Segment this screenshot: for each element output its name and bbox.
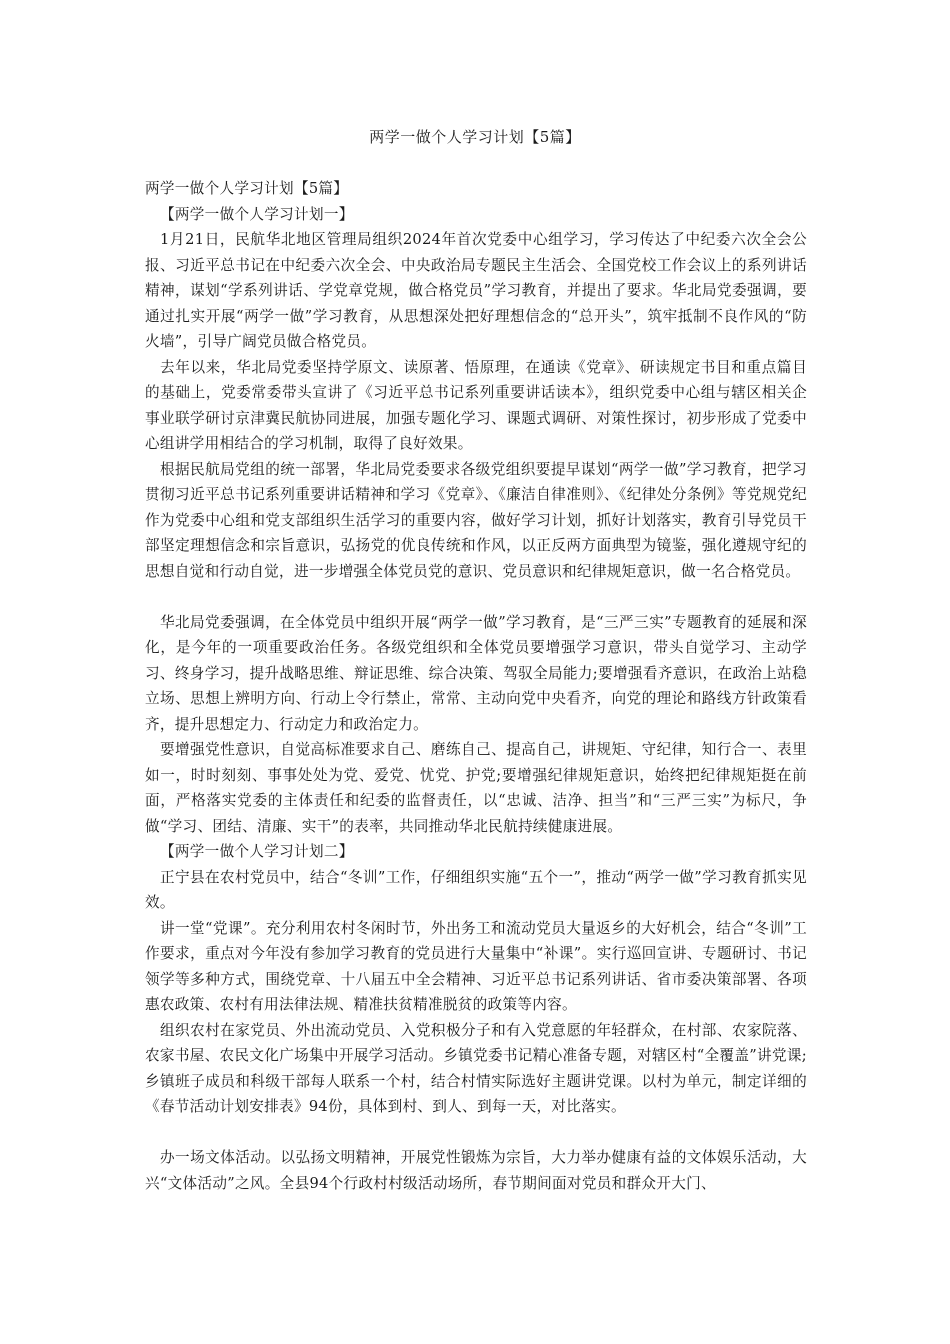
paragraph: 去年以来，华北局党委坚持学原文、读原著、悟原理，在通读《党章》、研读规定书目和重点篇目的基础上，党委常委带头宣讲了《习近平总书记系列重要讲话读本》，组织党委中心组与辖区相关企事业联学研讨京津冀民航协同进展，加强专题化学习、课题式调研、对策性探讨，初步形成了党委中心组讲学用相结合的学习机制，取得了良好效果。: [145, 358, 807, 452]
paragraph: 办一场文体活动。以弘扬文明精神，开展党性锻炼为宗旨，大力举办健康有益的文体娱乐活动，大兴“文体活动”之风。全县94个行政村村级活动场所，春节期间面对党员和群众开大门、: [145, 1149, 807, 1192]
document-title: 两学一做个人学习计划【5篇】: [369, 128, 581, 146]
paragraph: 根据民航局党组的统一部署，华北局党委要求各级党组织要提早谋划“两学一做”学习教育，把学习贯彻习近平总书记系列重要讲话精神和学习《党章》、《廉洁自律准则》、《纪律处分条例》等党规党纪作为党委中心组和党支部组织生活学习的重要内容，做好学习计划，抓好计划落实，教育引导党员干部坚定理想信念和宗旨意识，弘扬党的优良传统和作风，以正反两方面典型为镜鉴，强化遵规守纪的思想自觉和行动自觉，进一步增强全体党员党的意识、党员意识和纪律规矩意识，做一名合格党员。: [145, 460, 807, 580]
paragraph: 1月21日，民航华北地区管理局组织2024年首次党委中心组学习，学习传达了中纪委六次全会公报、习近平总书记在中纪委六次全会、中央政治局专题民主生活会、全国党校工作会议上的系列讲话精神，谋划“学系列讲话、学党章党规，做合格党员”学习教育，并提出了要求。华北局党委强调，要通过扎实开展“两学一做”学习教育，从思想深处把好理想信念的“总开头”，筑牢抵制不良作风的“防火墙”，引导广阔党员做合格党员。: [145, 231, 807, 350]
paragraph-gap: [145, 1120, 807, 1146]
section-heading-1: 【两学一做个人学习计划一】: [160, 205, 354, 223]
document-subtitle: 两学一做个人学习计划【5篇】: [145, 180, 349, 197]
paragraph: 讲一堂“党课”。充分利用农村冬闲时节，外出务工和流动党员大量返乡的大好机会，结合“冬训”工作要求，重点对今年没有参加学习教育的党员进行大量集中“补课”。实行巡回宣讲、专题研讨、书记领学等多种方式，围绕党章、十八届五中全会精神、习近平总书记系列讲话、省市委决策部署、各项惠农政策、农村有用法律法规、精准扶贫精准脱贫的政策等内容。: [145, 919, 807, 1013]
document-body: [145, 176, 807, 1196]
paragraph: 组织农村在家党员、外出流动党员、入党积极分子和有入党意愿的年轻群众，在村部、农家院落、农家书屋、农民文化广场集中开展学习活动。乡镇党委书记精心准备专题，对辖区村“全覆盖”讲党课;乡镇班子成员和科级干部每人联系一个村，结合村情实际选好主题讲党课。以村为单元，制定详细的《春节活动计划安排表》94份，具体到村、到人、到每一天，对比落实。: [145, 1021, 807, 1115]
paragraph-gap: [145, 584, 807, 610]
section-heading-2: 【两学一做个人学习计划二】: [160, 843, 354, 860]
paragraph: 要增强党性意识，自觉高标准要求自己、磨练自己、提高自己，讲规矩、守纪律，知行合一、表里如一，时时刻刻、事事处处为党、爱党、忧党、护党;要增强纪律规矩意识，始终把纪律规矩挺在前面，严格落实党委的主体责任和纪委的监督责任，以“忠诚、洁净、担当”和“三严三实”为标尺，争做“学习、团结、清廉、实干”的表率，共同推动华北民航持续健康进展。: [145, 741, 807, 835]
paragraph: 正宁县在农村党员中，结合“冬训”工作，仔细组织实施“五个一”，推动“两学一做”学习教育抓实见效。: [145, 868, 807, 911]
paragraph: 华北局党委强调，在全体党员中组织开展“两学一做”学习教育，是“三严三实”专题教育的延展和深化，是今年的一项重要政治任务。各级党组织和全体党员要增强学习意识，带头自觉学习、主动学习、终身学习，提升战略思维、辩证思维、综合决策、驾驭全局能力;要增强看齐意识，在政治上站稳立场、思想上辨明方向、行动上令行禁止，常常、主动向党中央看齐，向党的理论和路线方针政策看齐，提升思想定力、行动定力和政治定力。: [145, 613, 807, 733]
